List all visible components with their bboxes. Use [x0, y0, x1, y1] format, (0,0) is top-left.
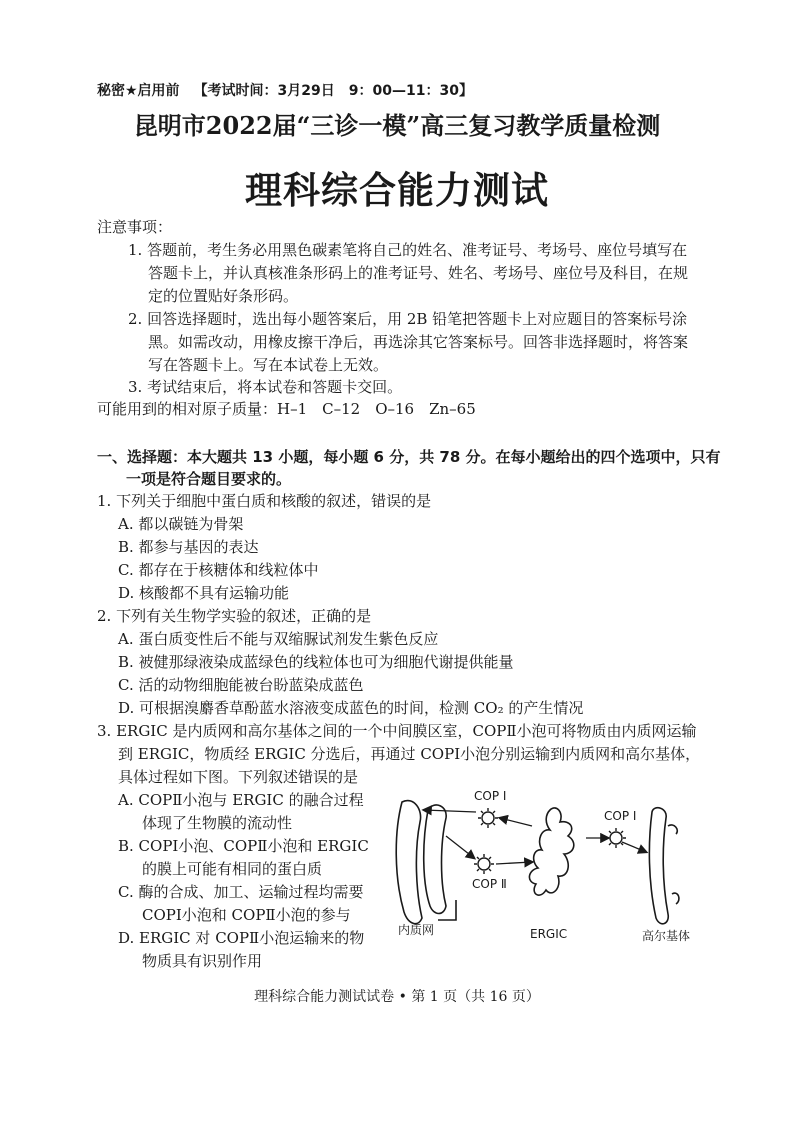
- notice-heading: 注意事项：: [97, 218, 173, 236]
- ergic-label: ERGIC: [530, 927, 568, 941]
- golgi-shape: [649, 808, 679, 924]
- notice-line: 定的位置贴好条形码。: [148, 287, 299, 305]
- copI-right-vesicle: [606, 828, 626, 848]
- vesicle-transport-diagram: [390, 782, 730, 952]
- golgi-label: 高尔基体: [642, 929, 691, 943]
- copI-top-label: COP Ⅰ: [474, 789, 507, 803]
- answer-option-cont: 的膜上可能有相同的蛋白质: [142, 860, 323, 878]
- exam-time: 【考试时间：3月29日 9：00—11：30】: [193, 83, 473, 99]
- answer-option: D. 核酸都不具有运输功能: [118, 584, 290, 602]
- answer-option: D. 可根据溴麝香草酚蓝水溶液变成蓝色的时间，检测 CO₂ 的产生情况: [118, 699, 584, 717]
- answer-option-cont: 物质具有识别作用: [142, 952, 263, 970]
- notice-line: 3. 考试结束后，将本试卷和答题卡交回。: [128, 378, 403, 396]
- secret-label: 秘密★启用前: [97, 83, 180, 99]
- notice-line: 答题卡上，并认真核准条形码上的准考证号、姓名、考场号、座位号及科目，在规: [148, 264, 689, 282]
- er-shape: [396, 801, 456, 924]
- ergic-shape: [529, 808, 573, 895]
- answer-option: A. COPⅡ小泡与 ERGIC 的融合过程: [118, 791, 364, 809]
- exam-title: 昆明市2022届“三诊一模”高三复习教学质量检测: [133, 111, 661, 140]
- copII-vesicle: [474, 854, 494, 874]
- section-heading: 一、选择题：本大题共 13 小题，每小题 6 分，共 78 分。在每小题给出的四个选项中，只有: [97, 448, 721, 466]
- answer-option-cont: 体现了生物膜的流动性: [142, 814, 293, 832]
- answer-option: C. 酶的合成、加工、运输过程均需要: [118, 883, 364, 901]
- answer-option: D. ERGIC 对 COPⅡ小泡运输来的物: [118, 929, 365, 947]
- answer-option: B. COPⅠ小泡、COPⅡ小泡和 ERGIC: [118, 837, 369, 855]
- answer-option: A. 都以碳链为骨架: [118, 515, 244, 533]
- copII-label: COP Ⅱ: [472, 877, 507, 891]
- question-stem: 1. 下列关于细胞中蛋白质和核酸的叙述，错误的是: [97, 492, 432, 510]
- copI-top-vesicle: [478, 808, 498, 828]
- notice-line: 2. 回答选择题时，选出每小题答案后，用 2B 铅笔把答题卡上对应题目的答案标号涂: [128, 310, 688, 328]
- answer-option: C. 都存在于核糖体和线粒体中: [118, 561, 319, 579]
- copI-right-label: COP Ⅰ: [604, 809, 637, 823]
- notice-line: 黑。如需改动，用橡皮擦干净后，再选涂其它答案标号。回答非选择题时，将答案: [148, 333, 689, 351]
- notice-line: 1. 答题前，考生务必用黑色碳素笔将自己的姓名、准考证号、考场号、座位号填写在: [128, 241, 688, 259]
- notice-line: 写在答题卡上。写在本试卷上无效。: [148, 356, 389, 374]
- exam-subtitle: 理科综合能力测试: [245, 168, 549, 212]
- answer-option: B. 都参与基因的表达: [118, 538, 259, 556]
- header-line: [97, 80, 473, 100]
- answer-option-cont: COPⅠ小泡和 COPⅡ小泡的参与: [142, 906, 351, 924]
- page-footer: 理科综合能力测试试卷 • 第 1 页（共 16 页）: [254, 989, 540, 1005]
- answer-option: A. 蛋白质变性后不能与双缩脲试剂发生紫色反应: [118, 630, 439, 648]
- question-stem: 到 ERGIC，物质经 ERGIC 分选后，再通过 COPⅠ小泡分别运输到内质网和高尔基体，: [118, 745, 701, 763]
- question-stem: 3. ERGIC 是内质网和高尔基体之间的一个中间膜区室，COPⅡ小泡可将物质由内质网运输: [97, 722, 697, 740]
- answer-option: B. 被健那绿液染成蓝绿色的线粒体也可为细胞代谢提供能量: [118, 653, 514, 671]
- answer-option: C. 活的动物细胞能被台盼蓝染成蓝色: [118, 676, 364, 694]
- atomic-masses: 可能用到的相对原子质量：H–1 C–12 O–16 Zn–65: [97, 400, 476, 418]
- er-label: 内质网: [398, 923, 435, 937]
- section-heading: 一项是符合题目要求的。: [126, 470, 292, 488]
- question-stem: 具体过程如下图。下列叙述错误的是: [118, 768, 359, 786]
- question-stem: 2. 下列有关生物学实验的叙述，正确的是: [97, 607, 372, 625]
